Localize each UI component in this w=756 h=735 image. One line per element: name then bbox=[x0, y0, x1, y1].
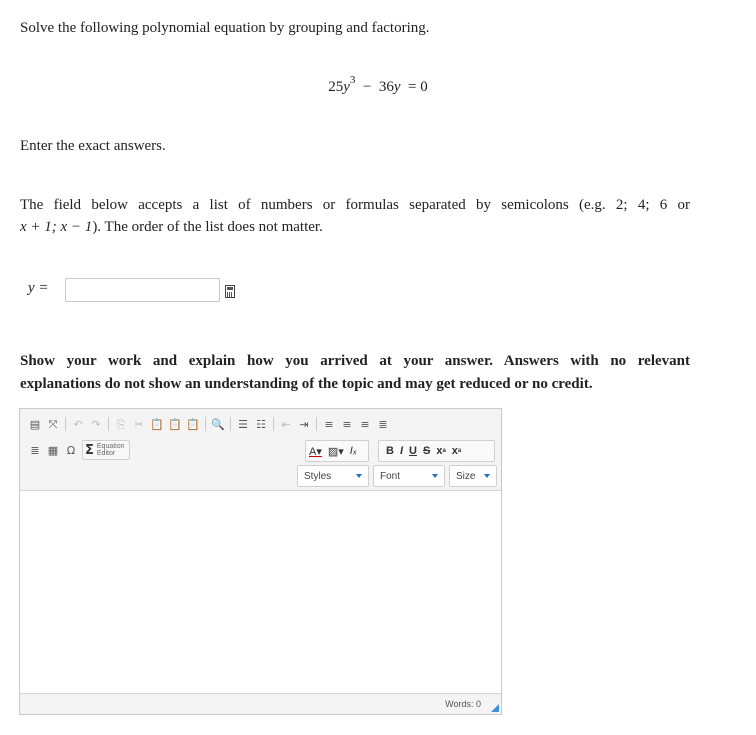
clear-format-icon[interactable]: Iₓ bbox=[349, 445, 358, 457]
resize-handle-icon[interactable] bbox=[491, 704, 499, 712]
styles-label: Styles bbox=[304, 470, 332, 482]
word-count: Words: 0 bbox=[445, 699, 481, 709]
equation-minus: − bbox=[362, 79, 372, 95]
equation-coef2: 36 bbox=[378, 79, 394, 95]
list-format-note-line2 bbox=[20, 216, 690, 238]
strike-button[interactable]: S bbox=[422, 445, 431, 457]
styles-dropdown[interactable] bbox=[297, 465, 369, 487]
work-instruction-line2: explanations do not show an understanding of the topic and may get reduced or no credit. bbox=[20, 376, 593, 392]
equation bbox=[0, 76, 756, 96]
underline-button[interactable]: U bbox=[409, 445, 417, 457]
font-dropdown[interactable] bbox=[373, 465, 445, 487]
equation-coef1: 25 bbox=[328, 79, 344, 95]
toolbar-row-2 bbox=[26, 440, 130, 460]
toolbar-separator bbox=[273, 417, 274, 431]
list-example-math: x + 1; x − 1 bbox=[20, 219, 93, 235]
toolbar-separator bbox=[316, 417, 317, 431]
toolbar-separator bbox=[230, 417, 231, 431]
toolbar-row-1 bbox=[26, 414, 392, 434]
sigma-icon: Σ bbox=[85, 442, 94, 458]
align-right-icon[interactable]: ≡ bbox=[360, 417, 370, 431]
size-dropdown[interactable] bbox=[449, 465, 497, 487]
work-instruction-line1: Show your work and explain how you arrived at your answer. Answers with no relevant bbox=[20, 353, 690, 369]
equation-var2: y bbox=[393, 79, 401, 95]
indent-icon[interactable]: ⇥ bbox=[299, 417, 309, 431]
omega-icon[interactable]: Ω bbox=[66, 443, 76, 457]
horizontal-rule-icon[interactable]: ≣ bbox=[30, 443, 40, 457]
rich-text-editor bbox=[19, 408, 502, 715]
text-color-icon[interactable]: A▾ bbox=[309, 445, 322, 458]
equation-rhs: 0 bbox=[420, 79, 428, 95]
answer-label: y = bbox=[28, 280, 49, 296]
find-icon[interactable]: 🔍 bbox=[211, 417, 225, 431]
maximize-icon[interactable]: ⤧ bbox=[48, 417, 58, 431]
cut-icon[interactable]: ✂ bbox=[134, 417, 144, 431]
answer-input[interactable] bbox=[65, 278, 220, 302]
editor-toolbar bbox=[20, 409, 501, 491]
subscript-base: x bbox=[436, 445, 443, 457]
redo-icon[interactable]: ↷ bbox=[91, 417, 101, 431]
chevron-down-icon bbox=[356, 474, 362, 478]
equation-var1: y bbox=[343, 79, 350, 95]
list-format-note-line1: The field below accepts a list of numbers or formulas separated by semicolons (e.g. 2; 4; 6 or bbox=[20, 197, 690, 213]
copy-icon[interactable]: ⎘ bbox=[116, 417, 126, 431]
outdent-icon[interactable]: ⇤ bbox=[281, 417, 291, 431]
bold-button[interactable]: B bbox=[386, 445, 394, 457]
bg-color-icon[interactable]: ▨▾ bbox=[327, 445, 344, 458]
superscript-mark: a bbox=[457, 448, 462, 454]
editor-content-area[interactable] bbox=[20, 492, 501, 693]
paste-text-icon[interactable]: 📋 bbox=[168, 417, 182, 431]
equation-editor-label-2: Editor bbox=[96, 450, 116, 457]
calculator-icon[interactable] bbox=[225, 285, 235, 298]
instruction-text: Solve the following polynomial equation by grouping and factoring. bbox=[20, 20, 430, 36]
justify-icon[interactable]: ≣ bbox=[378, 417, 388, 431]
equation-editor-button[interactable] bbox=[82, 440, 130, 460]
paste-word-icon[interactable]: 📋 bbox=[186, 417, 200, 431]
chevron-down-icon bbox=[484, 474, 490, 478]
toolbar-separator bbox=[108, 417, 109, 431]
superscript-button[interactable] bbox=[449, 445, 464, 457]
align-center-icon[interactable]: ≡ bbox=[342, 417, 352, 431]
subscript-button[interactable] bbox=[433, 445, 448, 457]
size-label: Size bbox=[456, 470, 476, 482]
subscript-mark: a bbox=[442, 448, 446, 454]
toolbar-separator bbox=[65, 417, 66, 431]
paste-icon[interactable]: 📋 bbox=[150, 417, 164, 431]
chevron-down-icon bbox=[432, 474, 438, 478]
list-format-note-end: ). The order of the list does not matter. bbox=[92, 219, 323, 235]
source-icon[interactable]: ▤ bbox=[29, 417, 41, 431]
equation-exp1: 3 bbox=[349, 74, 356, 86]
align-left-icon[interactable]: ≡ bbox=[324, 417, 334, 431]
superscript-base: x bbox=[451, 445, 458, 457]
table-icon[interactable]: ▦ bbox=[47, 443, 59, 457]
font-label: Font bbox=[380, 470, 401, 482]
bulleted-list-icon[interactable]: ☷ bbox=[256, 417, 266, 431]
undo-icon[interactable]: ↶ bbox=[73, 417, 83, 431]
numbered-list-icon[interactable]: ☰ bbox=[238, 417, 248, 431]
text-format-group bbox=[378, 440, 495, 462]
italic-button[interactable]: I bbox=[399, 445, 404, 457]
equation-equals: = bbox=[408, 79, 417, 95]
equation-editor-label bbox=[97, 443, 125, 457]
color-format-group bbox=[305, 440, 369, 462]
toolbar-separator bbox=[205, 417, 206, 431]
editor-statusbar bbox=[20, 693, 501, 714]
equation-editor-label-1: Equation bbox=[96, 443, 125, 450]
exact-answers-note: Enter the exact answers. bbox=[20, 138, 166, 154]
